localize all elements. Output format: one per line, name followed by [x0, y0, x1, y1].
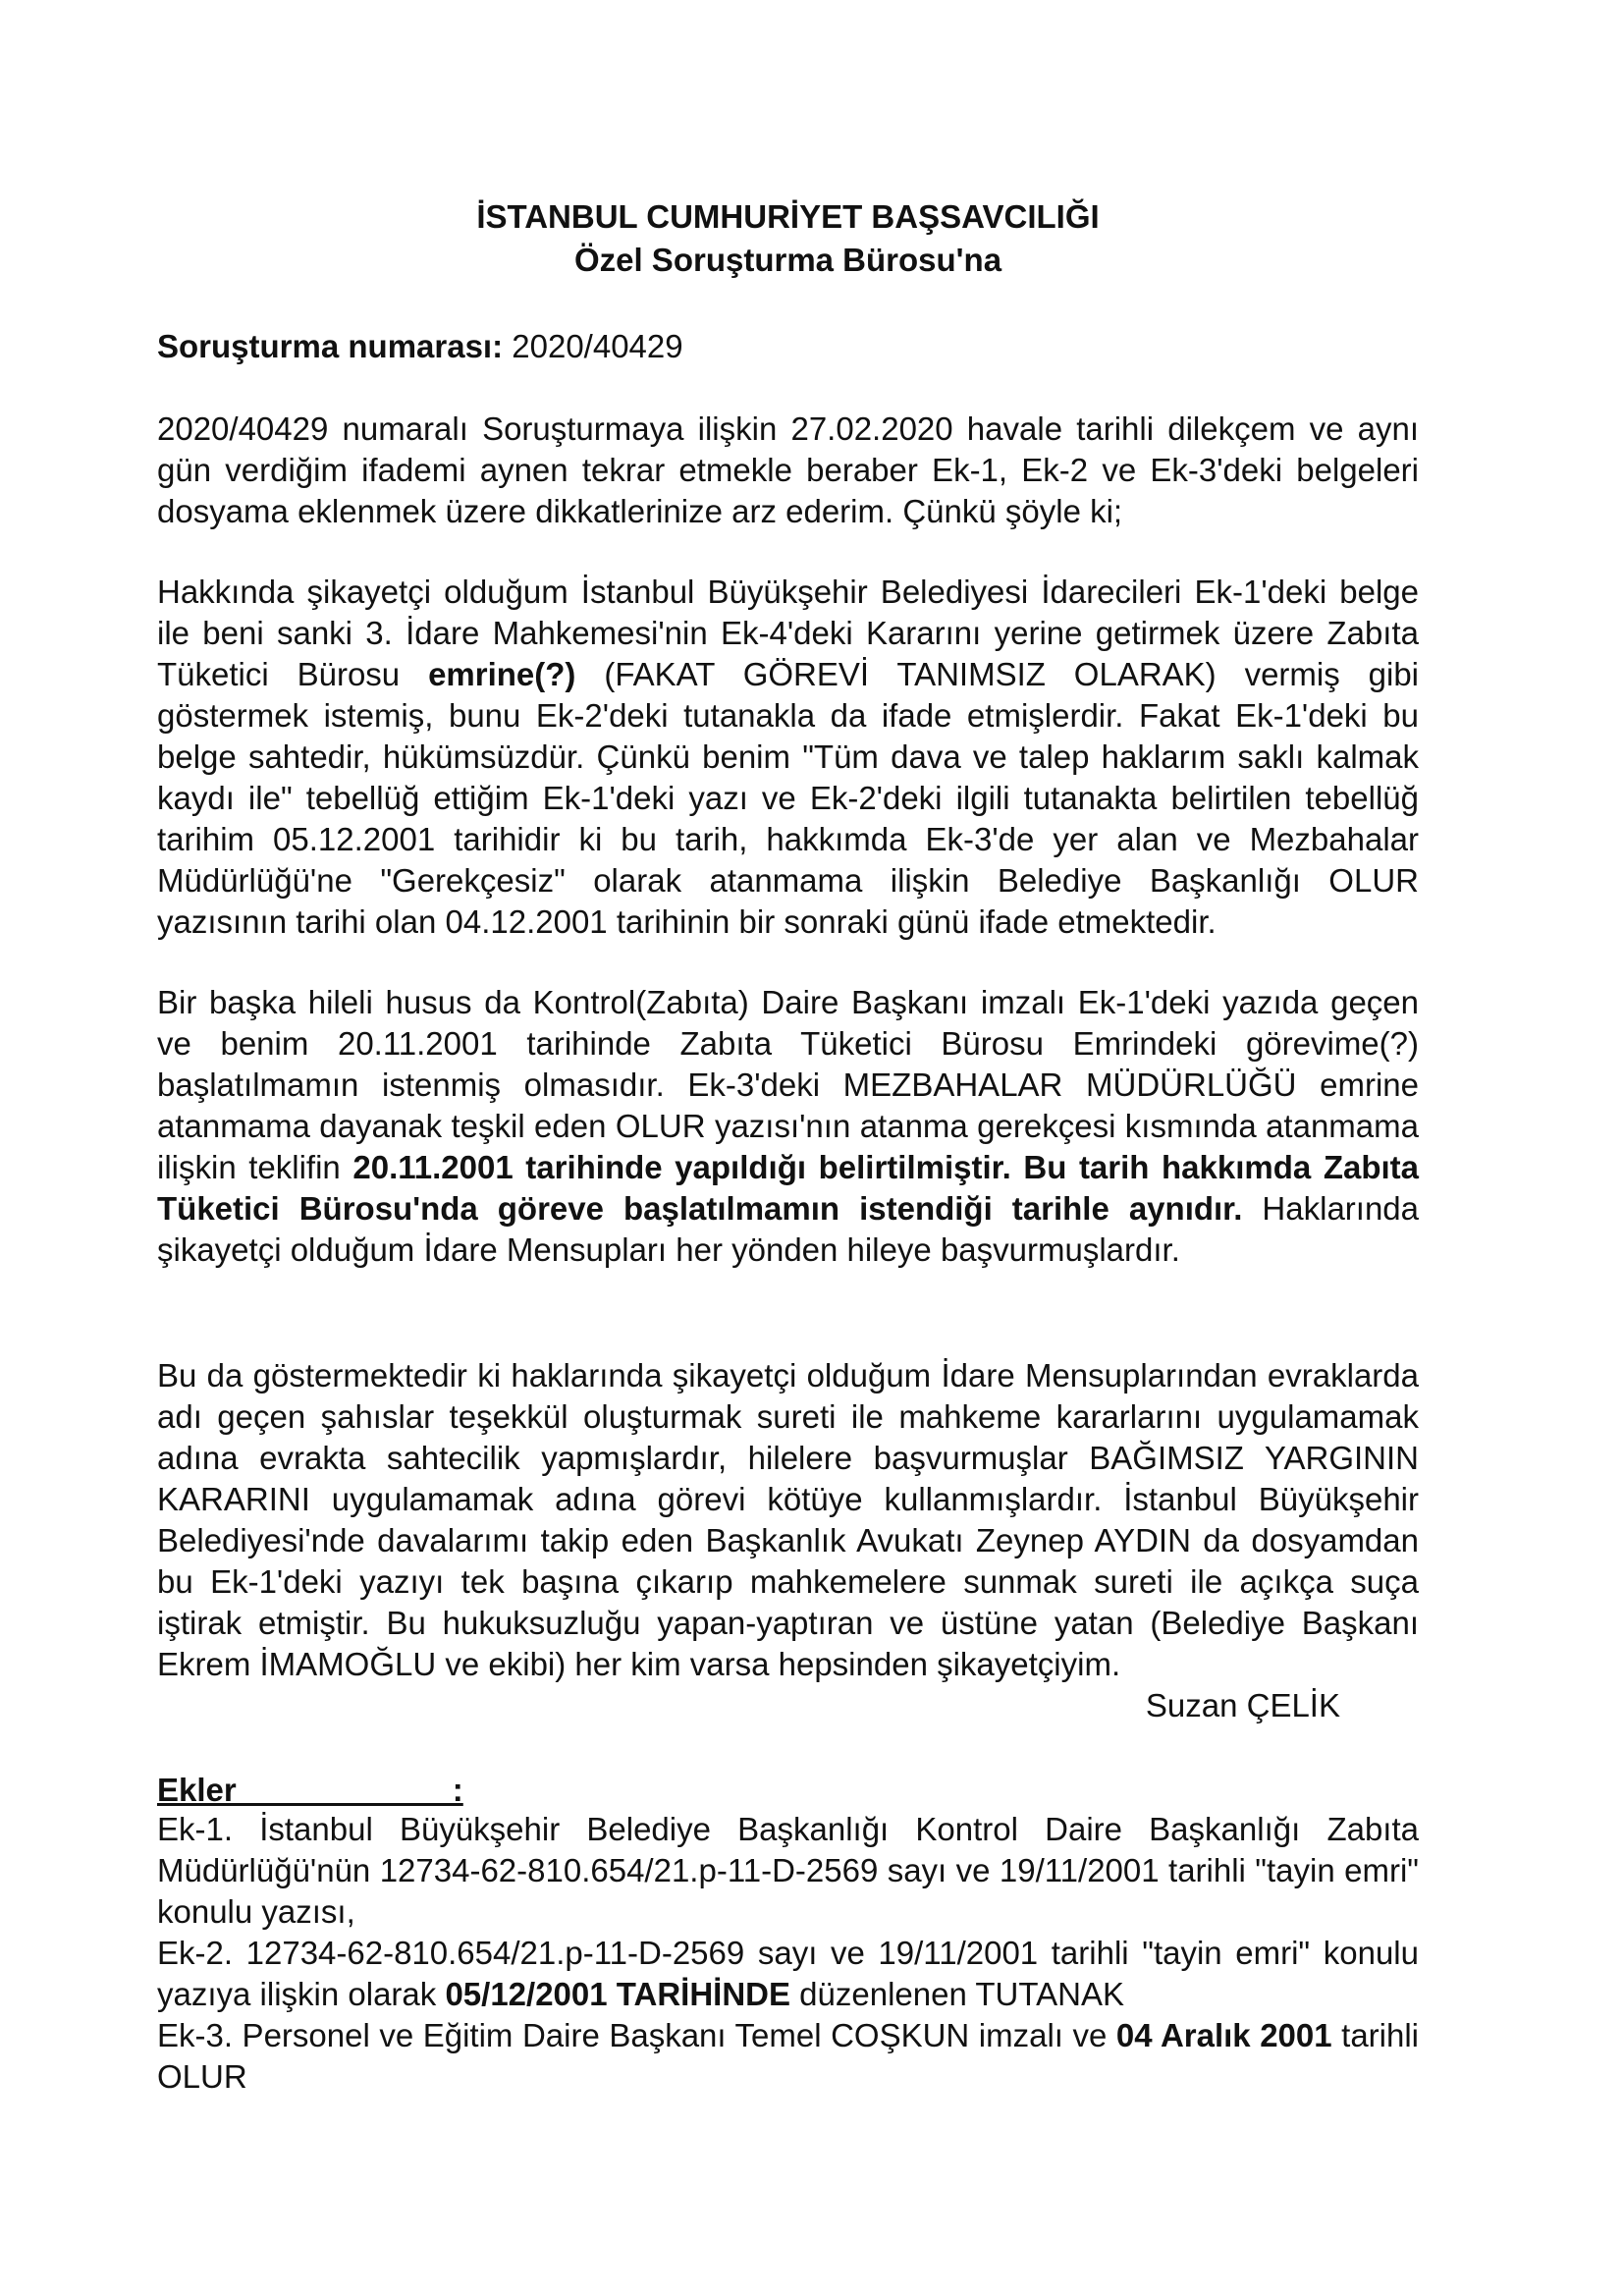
paragraph-complaint-part2: (FAKAT GÖREVİ TANIMSIZ OLARAK) vermiş gibi göstermek istemiş, bunu Ek-2'deki tutanakla da ifade etmişlerdir. Fakat Ek-1'deki bu belge sahtedir, hükümsüzdür. Çünkü benim "Tüm dava ve talep haklarım saklı kalmak kaydı ile" tebellüğ ettiğim Ek-1'deki yazı ve Ek-2'deki ilgili tutanakta belirtilen tebellüğ tarihim 05.12.2001 tarihidir ki bu tarih, hakkımda Ek-3'de yer alan ve Mezbahalar Müdürlüğü'ne "Gerekçesiz" olarak atanmama ilişkin Belediye Başkanlığı OLUR yazısının tarihi olan 04.12.2001 tarihinin bir sonraki günü ifade etmektedir.	[157, 656, 1419, 940]
paragraph-complaint	[157, 572, 1419, 943]
attachment-ek2-part1: Ek-2. 12734-62-810.654/21.p-11-D-2569 sayı ve 19/11/2001 tarihli "tayin emri" konulu yazıya ilişkin olarak	[157, 1935, 1419, 2012]
paragraph-fraud-part1: Bir başka hileli husus da Kontrol(Zabıta) Daire Başkanı imzalı Ek-1'deki yazıda geçen ve benim 20.11.2001 tarihinde Zabıta Tüketici Bürosu Emrindeki görevime(?) başlatılmamın istenmiş olmasıdır. Ek-3'deki MEZBAHALAR MÜDÜRLÜĞÜ emrine atanmama dayanak teşkil eden OLUR yazısı'nın atanma gerekçesi kısmında atanmama ilişkin teklifin	[157, 984, 1419, 1185]
document-page	[157, 0, 1419, 2296]
paragraph-intro: 2020/40429 numaralı Soruşturmaya ilişkin 27.02.2020 havale tarihli dilekçem ve aynı gün verdiğim ifademi aynen tekrar etmekle beraber Ek-1, Ek-2 ve Ek-3'deki belgeleri dosyama eklenmek üzere dikkatlerinize arz ederim. Çünkü şöyle ki;	[157, 410, 1419, 529]
addressee-subtitle: Özel Soruşturma Bürosu'na	[573, 242, 1002, 278]
attachment-ek2-emphasis: 05/12/2001 TARİHİNDE	[445, 1976, 790, 2012]
attachment-ek3-emphasis: 04 Aralık 2001	[1115, 2017, 1332, 2053]
investigation-number	[157, 326, 683, 367]
investigation-number-value: 2020/40429	[512, 328, 683, 364]
investigation-number-label: Soruşturma numarası:	[157, 328, 504, 364]
paragraph-conclusion: Bu da göstermektedir ki haklarında şikayetçi olduğum İdare Mensuplarından evraklarda adı geçen şahıslar teşekkül oluşturmak sureti ile mahkeme kararlarını uygulamamak adına evrakta sahtecilik yapmışlardır, hilelere başvurmuşlar BAĞIMSIZ YARGININ KARARINI uygulamamak adına görevi kötüye kullanmışlardır. İstanbul Büyükşehir Belediyesi'nde davalarımı takip eden Başkanlık Avukatı Zeynep AYDIN da dosyamdan bu Ek-1'deki yazıyı tek başına çıkarıp mahkemelere sunmak sureti ile açıkça suça iştirak etmiştir. Bu hukuksuzluğu yapan-yaptıran ve üstüne yatan (Belediye Başkanı Ekrem İMAMOĞLU ve ekibi) her kim varsa hepsinden şikayetçiyim.	[157, 1357, 1419, 1682]
paragraph-fraud-part2: Haklarında şikayetçi olduğum İdare Mensupları her yönden hileye başvurmuşlardır.	[157, 1190, 1420, 1268]
paragraph-fraud-emphasis: 20.11.2001 tarihinde yapıldığı belirtilmiştir. Bu tarih hakkımda Zabıta Tüketici Bürosu'nda göreve başlatılmamın istendiği tarihle aynıdır.	[157, 1149, 1419, 1227]
attachment-ek2-part2: düzenlenen TUTANAK	[799, 1976, 1124, 2012]
attachments-heading: Ekler :	[157, 1772, 463, 1808]
attachment-ek3-part1: Ek-3. Personel ve Eğitim Daire Başkanı Temel COŞKUN imzalı ve	[157, 2017, 1108, 2053]
attachment-ek2	[157, 1933, 1419, 2015]
attachment-ek3-part2: tarihli OLUR	[157, 2017, 1420, 2095]
signature-name: Suzan ÇELİK	[1145, 1687, 1340, 1723]
paragraph-complaint-emphasis: emrine(?)	[428, 656, 576, 692]
attachment-ek3	[157, 2015, 1419, 2098]
addressee-title: İSTANBUL CUMHURİYET BAŞSAVCILIĞI	[476, 198, 1100, 235]
paragraph-fraud	[157, 982, 1419, 1271]
paragraph-complaint-part1: Hakkında şikayetçi olduğum İstanbul Büyükşehir Belediyesi İdarecileri Ek-1'deki belge ile beni sanki 3. İdare Mahkemesi'nin Ek-4'deki Kararını yerine getirmek üzere Zabıta Tüketici Bürosu	[157, 574, 1419, 692]
attachment-ek1: Ek-1. İstanbul Büyükşehir Belediye Başkanlığı Kontrol Daire Başkanlığı Zabıta Müdürlüğü'nün 12734-62-810.654/21.p-11-D-2569 sayı ve 19/11/2001 tarihli "tayin emri" konulu yazısı,	[157, 1811, 1419, 1930]
